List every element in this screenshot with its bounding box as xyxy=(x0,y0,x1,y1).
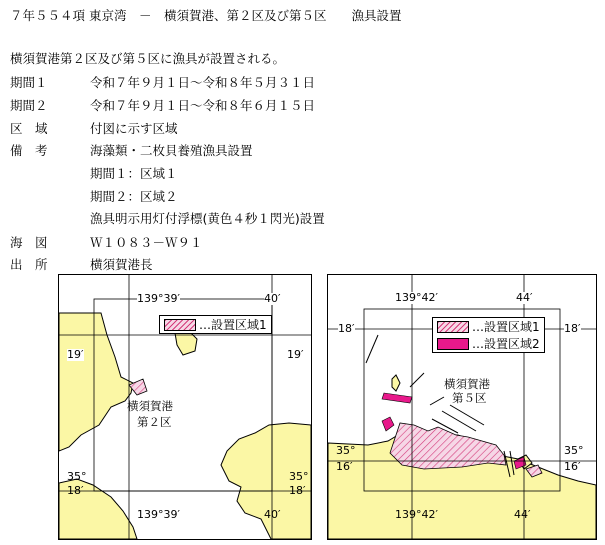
map1-legend-row-area1 xyxy=(160,316,271,333)
map1-land-west xyxy=(59,313,133,451)
map-area-5-chart xyxy=(328,275,596,539)
notice-intro: 横須賀港第２区及び第５区に漁具が設置される。 xyxy=(10,51,286,66)
period2-value: 令和７年９月１日～令和８年６月１５日 xyxy=(90,98,316,113)
map2-top-lon-b: 44′ xyxy=(516,291,533,304)
map-area-5 xyxy=(327,274,597,540)
map1-area-label-district: 第２区 xyxy=(137,415,172,429)
period2-label: 期間２ xyxy=(10,98,48,113)
map2-bottom-lon-b: 44′ xyxy=(514,508,531,521)
map2-legend-area2-label: …設置区域2 xyxy=(472,336,540,351)
map1-lat-bottom-right-b: 18′ xyxy=(289,484,306,497)
map2-lat-top-left: 18′ xyxy=(338,322,355,335)
map2-legend-row-area2 xyxy=(433,335,544,352)
hatched-swatch-icon xyxy=(164,319,196,331)
solid-swatch-icon xyxy=(437,338,469,350)
office-value: 横須賀港長 xyxy=(90,257,153,272)
map2-lat-bottom-right-b: 16′ xyxy=(564,460,581,473)
hatched-swatch-icon xyxy=(437,321,469,333)
map1-top-lon-a: 139°39′ xyxy=(137,292,180,305)
map1-top-lon-b: 40′ xyxy=(264,292,281,305)
office-label: 出 所 xyxy=(10,257,48,272)
map2-land-islet-1 xyxy=(392,375,400,391)
map1-lat-bottom-left-b: 18′ xyxy=(67,484,84,497)
map1-lat-bottom-right-a: 35° xyxy=(289,470,309,483)
map2-area2-west xyxy=(382,417,394,431)
notice-title: ７年５５４項 東京湾 － 横須賀港、第２区及び第５区 漁具設置 xyxy=(10,8,402,23)
map1-legend-area1-label: …設置区域1 xyxy=(199,317,267,332)
chart-value: Ｗ１０８３－Ｗ９１ xyxy=(90,235,203,250)
map2-legend xyxy=(432,317,545,353)
remarks-note-1: 期間１：区域１ xyxy=(90,166,178,181)
map1-bottom-lon-a: 139°39′ xyxy=(137,508,180,521)
map1-lat-top-right: 19′ xyxy=(287,348,304,361)
map1-bottom-lon-b: 40′ xyxy=(264,508,281,521)
map2-lat-bottom-right-a: 35° xyxy=(564,444,584,457)
map-area-2 xyxy=(58,274,312,540)
map2-area1-main xyxy=(390,423,506,469)
map2-legend-area1-label: …設置区域1 xyxy=(472,319,540,334)
chart-label: 海 図 xyxy=(10,235,48,250)
period1-value: 令和７年９月１日～令和８年５月３１日 xyxy=(90,75,316,90)
map2-area2-bar xyxy=(382,393,412,403)
remarks-note-2: 期間２：区域２ xyxy=(90,189,178,204)
period1-label: 期間１ xyxy=(10,75,48,90)
map2-bottom-lon-a: 139°42′ xyxy=(395,508,438,521)
area-label: 区 域 xyxy=(10,121,48,136)
remarks-note-3: 漁具明示用灯付浮標(黄色４秒１閃光)設置 xyxy=(90,211,325,226)
area-value: 付図に示す区域 xyxy=(90,121,178,136)
map2-area-label-port: 横須賀港 xyxy=(444,377,490,391)
map2-lat-bottom-left-b: 16′ xyxy=(336,460,353,473)
map1-lat-top-left: 19′ xyxy=(67,348,84,361)
map2-legend-row-area1 xyxy=(433,318,544,335)
remarks-value: 海藻類・二枚貝養殖漁具設置 xyxy=(90,143,253,158)
map2-lat-bottom-left-a: 35° xyxy=(336,444,356,457)
map2-area-label-district: 第５区 xyxy=(452,391,487,405)
map1-lat-bottom-left-a: 35° xyxy=(67,470,87,483)
map2-top-lon-a: 139°42′ xyxy=(395,291,438,304)
map1-legend xyxy=(159,315,272,334)
map1-area-label-port: 横須賀港 xyxy=(127,399,173,413)
remarks-label: 備 考 xyxy=(10,143,48,158)
map2-lat-top-right: 18′ xyxy=(564,322,581,335)
map1-area1-shape xyxy=(129,379,147,395)
